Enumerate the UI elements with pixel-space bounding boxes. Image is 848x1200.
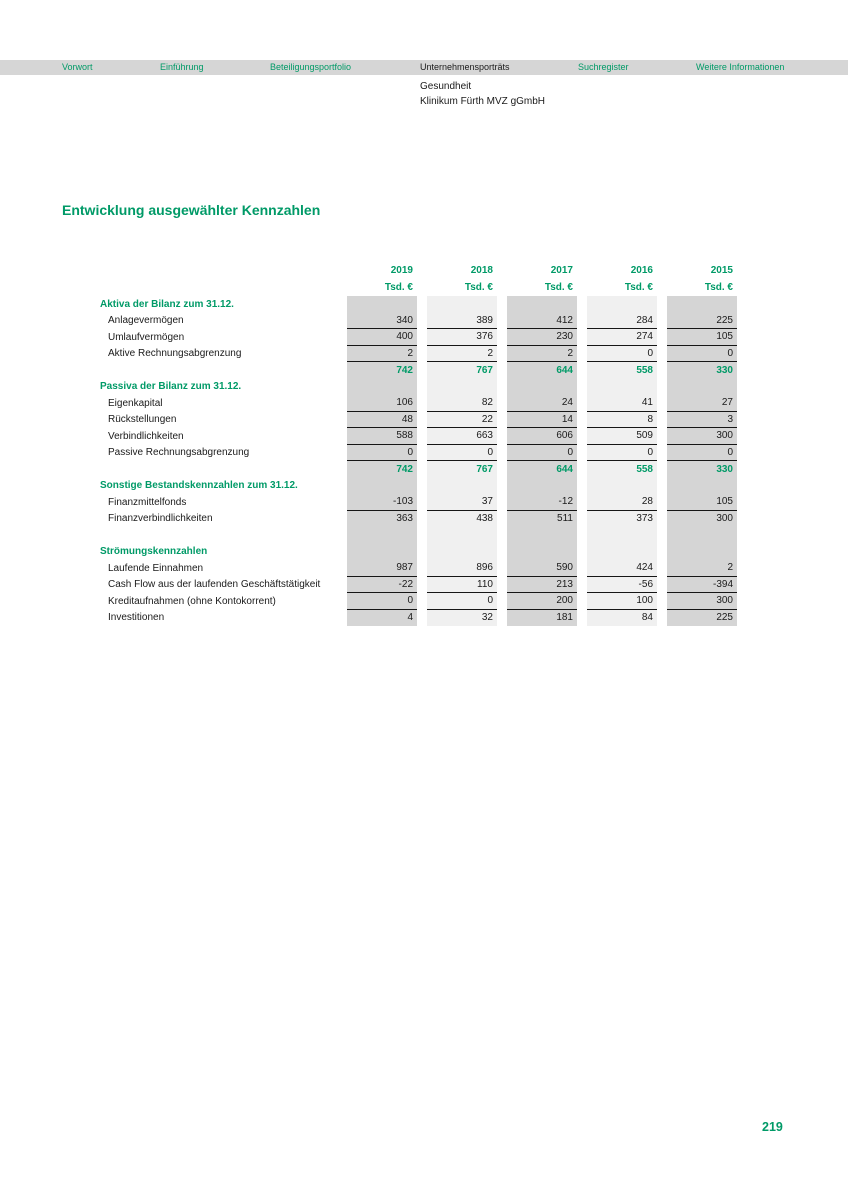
table-row [100, 494, 737, 511]
value-cell: 225 [667, 610, 737, 627]
value-cell: 606 [507, 428, 577, 445]
value-cell [587, 544, 657, 561]
value-cell: 363 [347, 511, 417, 528]
value-cell: 644 [507, 362, 577, 379]
value-cell: 200 [507, 593, 577, 610]
page-title: Entwicklung ausgewählter Kennzahlen [62, 202, 321, 218]
nav-item-vorwort[interactable]: Vorwort [62, 62, 93, 72]
table-row [100, 511, 737, 528]
value-cell: 0 [347, 593, 417, 610]
breadcrumb-company: Klinikum Fürth MVZ gGmbH [420, 96, 546, 107]
row-label: Verbindlichkeiten [108, 430, 184, 442]
column-header-2016: 2016 [630, 265, 653, 276]
value-cell: -394 [667, 577, 737, 594]
table-row [100, 362, 737, 379]
table-row [100, 412, 737, 429]
value-cell [667, 478, 737, 495]
value-cell [667, 527, 737, 544]
value-cell: 767 [427, 362, 497, 379]
value-cell: 2 [667, 560, 737, 577]
row-label: Passiva der Bilanz zum 31.12. [100, 381, 242, 393]
value-cell: 2 [507, 346, 577, 363]
value-cell: 0 [427, 593, 497, 610]
value-cell: 28 [587, 494, 657, 511]
row-label [100, 461, 337, 478]
value-cell: 0 [507, 445, 577, 462]
value-cell [427, 296, 497, 313]
row-label: Cash Flow aus der laufenden Geschäftstätigkeit [108, 579, 321, 591]
value-cell [427, 379, 497, 396]
value-cell: 213 [507, 577, 577, 594]
value-cell [667, 379, 737, 396]
value-cell: 373 [587, 511, 657, 528]
header-spacer [100, 262, 337, 279]
value-cell [587, 296, 657, 313]
table-row [100, 346, 737, 363]
breadcrumb [420, 79, 545, 109]
table-row [100, 329, 737, 346]
row-label: Aktive Rechnungsabgrenzung [108, 348, 242, 360]
value-cell: 0 [587, 445, 657, 462]
value-cell [427, 544, 497, 561]
row-label: Eigenkapital [108, 397, 163, 409]
value-cell: 412 [507, 313, 577, 330]
column-header-2017: 2017 [550, 265, 573, 276]
value-cell: 22 [427, 412, 497, 429]
value-cell: 41 [587, 395, 657, 412]
value-cell [587, 478, 657, 495]
value-cell: 0 [427, 445, 497, 462]
value-cell: -12 [507, 494, 577, 511]
table-row [100, 428, 737, 445]
value-cell: 4 [347, 610, 417, 627]
value-cell: 389 [427, 313, 497, 330]
value-cell: 511 [507, 511, 577, 528]
value-cell [587, 527, 657, 544]
value-cell: 330 [667, 461, 737, 478]
value-cell [347, 379, 417, 396]
value-cell: 300 [667, 511, 737, 528]
nav-item-beteiligungsportfolio[interactable]: Beteiligungsportfolio [270, 62, 352, 72]
value-cell: 106 [347, 395, 417, 412]
column-unit-2018: Tsd. € [464, 282, 493, 293]
value-cell [347, 478, 417, 495]
value-cell: 284 [587, 313, 657, 330]
section-header-row [100, 379, 737, 396]
row-label: Umlaufvermögen [108, 331, 185, 343]
value-cell: 2 [427, 346, 497, 363]
value-cell: 509 [587, 428, 657, 445]
value-cell: 2 [347, 346, 417, 363]
value-cell: 105 [667, 329, 737, 346]
value-cell [507, 379, 577, 396]
table-row [100, 313, 737, 330]
value-cell: 0 [347, 445, 417, 462]
value-cell: -103 [347, 494, 417, 511]
column-header-2015: 2015 [710, 265, 733, 276]
value-cell: 225 [667, 313, 737, 330]
table-row [100, 560, 737, 577]
value-cell: 82 [427, 395, 497, 412]
value-cell: 424 [587, 560, 657, 577]
value-cell: 84 [587, 610, 657, 627]
value-cell: 588 [347, 428, 417, 445]
header-row-units [100, 279, 737, 296]
value-cell: 340 [347, 313, 417, 330]
value-cell: 27 [667, 395, 737, 412]
value-cell: 300 [667, 428, 737, 445]
value-cell [427, 527, 497, 544]
value-cell: 767 [427, 461, 497, 478]
value-cell: 987 [347, 560, 417, 577]
value-cell: 37 [427, 494, 497, 511]
value-cell [427, 478, 497, 495]
value-cell [507, 527, 577, 544]
row-label: Finanzverbindlichkeiten [108, 513, 213, 525]
value-cell [587, 379, 657, 396]
value-cell: 32 [427, 610, 497, 627]
table-row [100, 445, 737, 462]
value-cell: 896 [427, 560, 497, 577]
row-label: Passive Rechnungsabgrenzung [108, 447, 250, 459]
value-cell: 110 [427, 577, 497, 594]
row-label: Rückstellungen [108, 414, 177, 426]
breadcrumb-category: Gesundheit [420, 81, 472, 92]
value-cell: 330 [667, 362, 737, 379]
column-unit-2015: Tsd. € [704, 282, 733, 293]
table-row [100, 527, 737, 544]
row-label: Kreditaufnahmen (ohne Kontokorrent) [108, 595, 276, 607]
nav-item-einfuehrung[interactable]: Einführung [160, 62, 204, 72]
column-unit-2019: Tsd. € [384, 282, 413, 293]
value-cell: -22 [347, 577, 417, 594]
top-navigation [0, 60, 848, 75]
value-cell [347, 296, 417, 313]
value-cell: 663 [427, 428, 497, 445]
header-spacer [100, 279, 337, 296]
value-cell: 0 [667, 346, 737, 363]
value-cell: 181 [507, 610, 577, 627]
value-cell [667, 296, 737, 313]
value-cell: 8 [587, 412, 657, 429]
value-cell: 438 [427, 511, 497, 528]
section-header-row [100, 296, 737, 313]
column-header-2019: 2019 [390, 265, 413, 276]
row-label: Sonstige Bestandskennzahlen zum 31.12. [100, 480, 298, 492]
value-cell: 105 [667, 494, 737, 511]
column-header-2018: 2018 [470, 265, 493, 276]
row-label: Finanzmittelfonds [108, 496, 187, 508]
value-cell: 0 [587, 346, 657, 363]
table-row [100, 577, 737, 594]
section-header-row [100, 478, 737, 495]
value-cell: 644 [507, 461, 577, 478]
row-label: Strömungskennzahlen [100, 546, 208, 558]
table-row [100, 395, 737, 412]
kennzahlen-table [100, 262, 737, 626]
row-label [100, 527, 337, 544]
value-cell [507, 296, 577, 313]
value-cell: 274 [587, 329, 657, 346]
section-header-row [100, 544, 737, 561]
row-label: Investitionen [108, 612, 165, 624]
value-cell: 3 [667, 412, 737, 429]
row-label: Aktiva der Bilanz zum 31.12. [100, 298, 234, 310]
value-cell: 742 [347, 461, 417, 478]
row-label: Anlagevermögen [108, 315, 184, 327]
value-cell: 742 [347, 362, 417, 379]
value-cell: 590 [507, 560, 577, 577]
nav-item-suchregister[interactable]: Suchregister [578, 62, 629, 72]
nav-item-weitere-informationen[interactable]: Weitere Informationen [696, 62, 785, 72]
value-cell: 558 [587, 461, 657, 478]
value-cell: 400 [347, 329, 417, 346]
value-cell: 48 [347, 412, 417, 429]
nav-item-unternehmensportraets[interactable]: Unternehmensporträts [420, 62, 510, 72]
value-cell: 558 [587, 362, 657, 379]
page-number: 219 [762, 1120, 783, 1134]
header-row-years [100, 262, 737, 279]
value-cell: 24 [507, 395, 577, 412]
value-cell: -56 [587, 577, 657, 594]
column-unit-2017: Tsd. € [544, 282, 573, 293]
table-row [100, 610, 737, 627]
value-cell: 14 [507, 412, 577, 429]
table-row [100, 461, 737, 478]
value-cell: 300 [667, 593, 737, 610]
value-cell: 0 [667, 445, 737, 462]
value-cell: 230 [507, 329, 577, 346]
value-cell [347, 527, 417, 544]
value-cell: 100 [587, 593, 657, 610]
value-cell: 376 [427, 329, 497, 346]
value-cell [507, 544, 577, 561]
row-label [100, 362, 337, 379]
value-cell [667, 544, 737, 561]
table-row [100, 593, 737, 610]
row-label: Laufende Einnahmen [108, 562, 204, 574]
value-cell [507, 478, 577, 495]
column-unit-2016: Tsd. € [624, 282, 653, 293]
value-cell [347, 544, 417, 561]
